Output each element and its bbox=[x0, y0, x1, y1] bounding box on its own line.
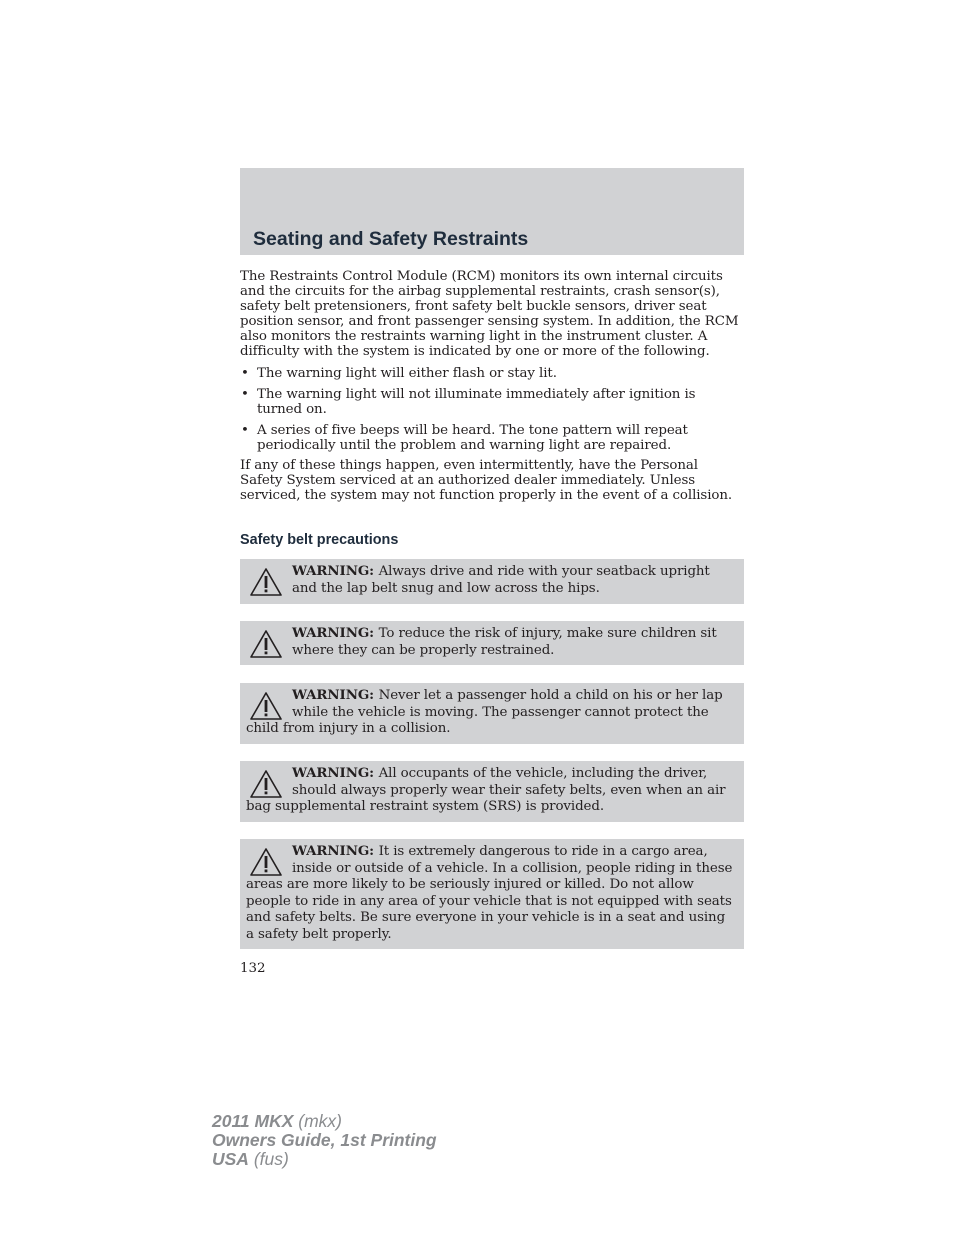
footer-line-model bbox=[212, 1112, 437, 1131]
footer-region: USA bbox=[212, 1149, 249, 1169]
warning-box bbox=[240, 559, 744, 604]
list-item-text: A series of five beeps will be heard. The tone pattern will repeat periodically until the problem and warning light are repaired. bbox=[257, 423, 688, 453]
warning-text: Never let a passenger hold a child on his or her lap while the vehicle is moving. The passenger cannot protect the child from injury in a collision. bbox=[246, 688, 723, 736]
warning-triangle-icon bbox=[249, 847, 283, 877]
section-title: Seating and Safety Restraints bbox=[253, 228, 529, 250]
warning-label: WARNING: bbox=[292, 625, 379, 641]
warning-text: It is extremely dangerous to ride in a cargo area, inside or outside of a vehicle. In a collision, people riding in these areas are more likely to be seriously injured or killed. Do not allow people to ride in any area of your vehicle that is not equipped with seats and safety belts. Be sure everyone in your vehicle is in a seat and using a safety belt properly. bbox=[246, 844, 733, 942]
warning-triangle-icon bbox=[249, 769, 283, 799]
warning-label: WARNING: bbox=[292, 563, 379, 579]
symptom-list bbox=[240, 366, 744, 459]
bullet-symbol: • bbox=[241, 387, 249, 402]
list-item-text: The warning light will not illuminate immediately after ignition is turned on. bbox=[257, 387, 696, 417]
footer-line-region bbox=[212, 1150, 437, 1169]
list-item bbox=[240, 387, 744, 417]
warning-box bbox=[240, 621, 744, 665]
footer-guide: Owners Guide, 1st Printing bbox=[212, 1130, 437, 1150]
warning-label: WARNING: bbox=[292, 687, 379, 703]
footer-line-guide bbox=[212, 1131, 437, 1150]
warning-label: WARNING: bbox=[292, 765, 379, 781]
intro-paragraph: The Restraints Control Module (RCM) monitors its own internal circuits and the circuits for the airbag supplemental restraints, crash sensor(s), safety belt pretensioners, front safety belt buckle sensors, driver seat position sensor, and front passenger sensing system. In addition, the RCM also monitors the restraints warning light in the instrument cluster. A difficulty with the system is indicated by one or more of the following. bbox=[240, 269, 739, 359]
footer-model-code: (mkx) bbox=[293, 1111, 342, 1131]
footer-region-code: (fus) bbox=[248, 1149, 289, 1169]
warning-triangle-icon bbox=[249, 691, 283, 721]
warning-triangle-icon bbox=[249, 567, 283, 597]
list-item bbox=[240, 423, 744, 453]
subsection-heading: Safety belt precautions bbox=[240, 532, 399, 548]
section-header bbox=[240, 168, 744, 255]
warning-box bbox=[240, 839, 744, 949]
document-footer bbox=[212, 1112, 437, 1169]
warning-label: WARNING: bbox=[292, 843, 379, 859]
warning-triangle-icon bbox=[249, 629, 283, 659]
page-number: 132 bbox=[240, 961, 266, 976]
followup-paragraph: If any of these things happen, even intermittently, have the Personal Safety System serviced at an authorized dealer immediately. Unless serviced, the system may not function properly in the event of a collision. bbox=[240, 458, 733, 503]
warning-box bbox=[240, 761, 744, 822]
bullet-symbol: • bbox=[241, 423, 249, 438]
list-item-text: The warning light will either flash or stay lit. bbox=[257, 366, 557, 381]
warning-text: Always drive and ride with your seatback upright and the lap belt snug and low across the hips. bbox=[292, 564, 710, 596]
footer-model: 2011 MKX bbox=[212, 1111, 294, 1131]
warning-text: All occupants of the vehicle, including the driver, should always properly wear their safety belts, even when an air bag supplemental restraint system (SRS) is provided. bbox=[246, 766, 726, 814]
warning-box bbox=[240, 683, 744, 744]
warning-text: To reduce the risk of injury, make sure children sit where they can be properly restrained. bbox=[292, 626, 717, 658]
bullet-symbol: • bbox=[241, 366, 249, 381]
list-item bbox=[240, 366, 744, 381]
